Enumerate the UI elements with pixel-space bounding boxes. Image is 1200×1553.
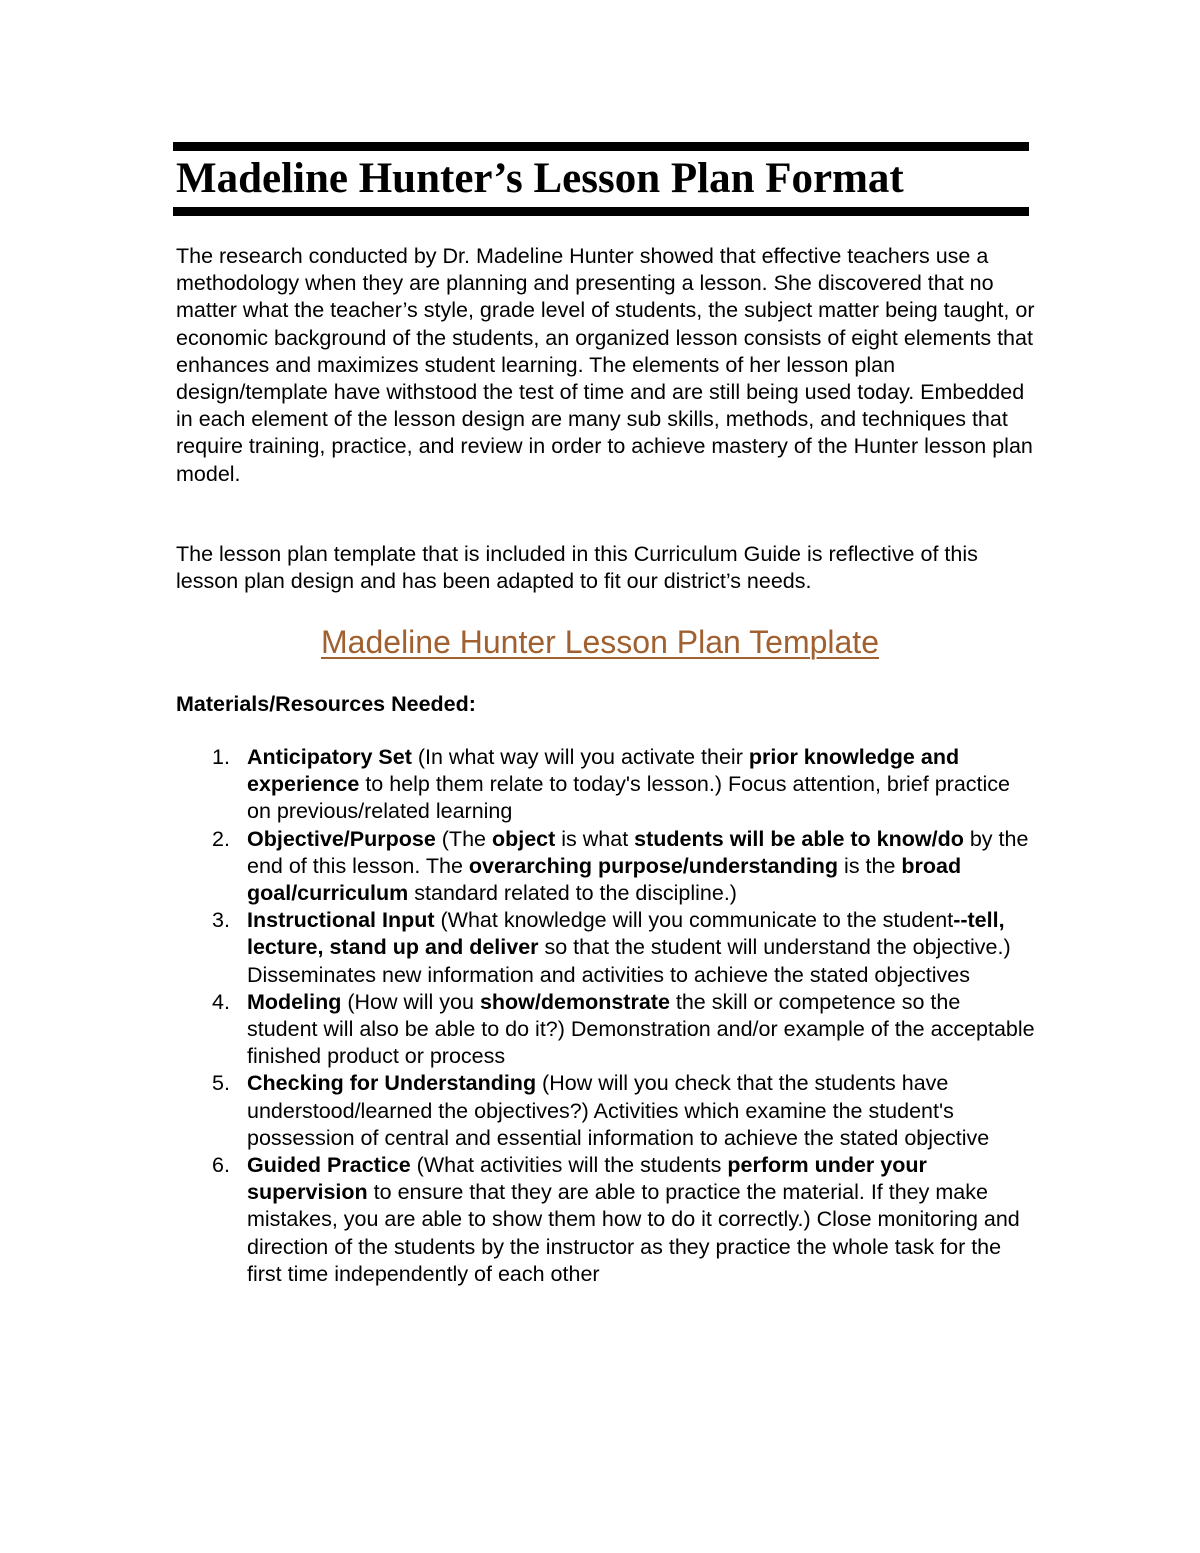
- step-title: Guided Practice: [247, 1153, 411, 1178]
- step-text: is the: [838, 853, 902, 878]
- step-number: 4.: [212, 989, 230, 1014]
- step-text: (How will you check that the students have understood/learned the objectives?) Activities which examine the student's possession of central and essential information to achieve the stated objective: [247, 1071, 990, 1150]
- step-title: Anticipatory Set: [247, 745, 412, 769]
- step-bold-text: students will be able to know/do: [634, 826, 964, 851]
- step-text: by the end of this lesson. The: [247, 826, 1029, 878]
- step-number: 1.: [212, 745, 230, 769]
- step-bold-text: prior knowledge and experience: [247, 745, 960, 797]
- step-text: to help them relate to today's lesson.) Focus attention, brief practice on previous/related learning: [247, 772, 1010, 824]
- step-bold-text: perform under your supervision: [247, 1153, 927, 1205]
- step-text: (How will you: [341, 989, 480, 1014]
- step-text: the skill or competence so the student will also be able to do it?) Demonstration and/or example of the acceptable finished product or process: [247, 989, 1035, 1069]
- step-guided-practice: [176, 1152, 1036, 1288]
- step-text: standard related to the discipline.): [408, 881, 737, 906]
- step-bold-text: --tell, lecture, stand up and deliver: [247, 908, 1005, 960]
- step-text: (The: [435, 826, 492, 851]
- step-bold-text: overarching purpose/understanding: [468, 853, 839, 878]
- step-text: to ensure that they are able to practice the material. If they make mistakes, you are able to show them how to do it correctly.) Close monitoring and direction of the students by the instructor as they practice the whole task for the first time independently of each other: [247, 1180, 1020, 1286]
- template-heading: Madeline Hunter Lesson Plan Template: [321, 624, 879, 660]
- step-text: (What knowledge will you communicate to the student: [434, 908, 954, 933]
- curriculum-paragraph: The lesson plan template that is included in this Curriculum Guide is reflective of this lesson plan design and has been adapted to fit our district’s needs.: [176, 542, 978, 594]
- step-bold-text: object: [491, 826, 556, 851]
- step-title: Objective/Purpose: [247, 826, 436, 851]
- materials-label: Materials/Resources Needed:: [176, 692, 476, 716]
- step-number: 3.: [212, 908, 230, 933]
- title-bottom-rule: [173, 207, 1029, 216]
- step-objective-purpose: [176, 826, 1036, 908]
- document-title: Madeline Hunter’s Lesson Plan Format: [176, 155, 904, 202]
- step-title: Checking for Understanding: [247, 1071, 537, 1096]
- step-number: 2.: [212, 826, 230, 851]
- step-bold-text: show/demonstrate: [479, 989, 670, 1014]
- step-instructional-input: [176, 907, 1036, 989]
- step-text: (What activities will the students: [410, 1153, 728, 1178]
- lesson-steps-list: [176, 744, 1036, 1288]
- step-anticipatory-set: [176, 744, 1036, 826]
- step-text: so that the student will understand the objective.) Disseminates new information and activities to achieve the stated objectives: [247, 935, 1011, 987]
- step-modeling: [176, 989, 1036, 1071]
- intro-paragraph: The research conducted by Dr. Madeline Hunter showed that effective teachers use a methodology when they are planning and presenting a lesson. She discovered that no matter what the teacher’s style, grade level of students, the subject matter being taught, or economic background of the students, an organized lesson consists of eight elements that enhances and maximizes student learning. The elements of her lesson plan design/template have withstood the test of time and are still being used today. Embedded in each element of the lesson design are many sub skills, methods, and techniques that require training, practice, and review in order to achieve mastery of the Hunter lesson plan model.: [176, 244, 1035, 486]
- step-title: Instructional Input: [247, 908, 435, 933]
- step-text: (In what way will you activate their: [411, 745, 749, 769]
- step-title: Modeling: [247, 989, 342, 1014]
- title-top-rule: [173, 142, 1029, 151]
- step-text: is what: [555, 826, 635, 851]
- step-checking-for-understanding: [176, 1070, 1036, 1152]
- step-number: 5.: [212, 1071, 230, 1096]
- step-number: 6.: [212, 1153, 230, 1178]
- step-bold-text: broad goal/curriculum: [247, 853, 962, 906]
